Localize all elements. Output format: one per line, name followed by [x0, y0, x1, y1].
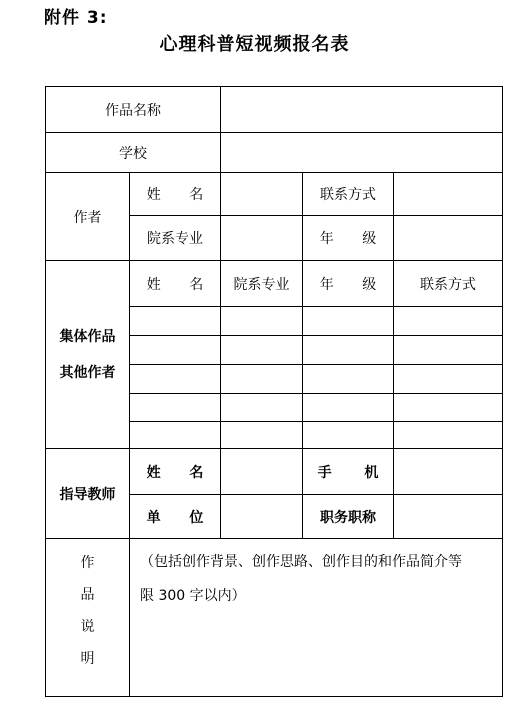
advisor-name-label: 姓 名	[130, 449, 221, 495]
author-name-label: 姓 名	[130, 173, 221, 216]
advisor-name-field[interactable]	[221, 449, 303, 495]
group-cell[interactable]	[394, 422, 503, 449]
row-group-header	[46, 261, 503, 307]
registration-form-table	[45, 86, 503, 697]
group-authors-label	[46, 261, 130, 449]
form-title: 心理科普短视频报名表	[159, 34, 350, 55]
group-header-name: 姓 名	[130, 261, 221, 307]
author-contact-field[interactable]	[394, 173, 503, 216]
author-dept-label: 院系专业	[130, 216, 221, 261]
description-label-char: 明	[80, 651, 95, 667]
school-field[interactable]	[221, 133, 503, 173]
group-cell[interactable]	[303, 336, 394, 365]
description-field[interactable]	[130, 539, 503, 697]
author-grade-label: 年 级	[303, 216, 394, 261]
group-cell[interactable]	[130, 307, 221, 336]
group-cell[interactable]	[303, 365, 394, 394]
row-advisor-1	[46, 449, 503, 495]
school-label: 学校	[46, 133, 221, 173]
row-school	[46, 133, 503, 173]
author-label: 作者	[46, 173, 130, 261]
group-cell[interactable]	[221, 394, 303, 422]
advisor-unit-field[interactable]	[221, 495, 303, 539]
group-cell[interactable]	[303, 307, 394, 336]
group-cell[interactable]	[221, 422, 303, 449]
group-cell[interactable]	[130, 336, 221, 365]
advisor-title-label: 职务职称	[303, 495, 394, 539]
group-cell[interactable]	[303, 422, 394, 449]
group-cell[interactable]	[303, 394, 394, 422]
group-cell[interactable]	[130, 394, 221, 422]
advisor-unit-label: 单 位	[130, 495, 221, 539]
group-label-line1: 集体作品	[59, 328, 116, 345]
description-hint-line1: （包括创作背景、创作思路、创作目的和作品简介等	[140, 554, 462, 570]
description-label	[46, 539, 130, 697]
row-work-name	[46, 87, 503, 133]
group-cell[interactable]	[394, 307, 503, 336]
group-cell[interactable]	[221, 307, 303, 336]
row-author-1	[46, 173, 503, 216]
author-contact-label: 联系方式	[303, 173, 394, 216]
advisor-phone-label: 手 机	[303, 449, 394, 495]
author-dept-field[interactable]	[221, 216, 303, 261]
group-cell[interactable]	[394, 336, 503, 365]
attachment-label: 附件 3:	[44, 8, 108, 28]
group-label-line2: 其他作者	[59, 364, 116, 381]
work-name-label: 作品名称	[46, 87, 221, 133]
description-hint-line2: 限 300 字以内）	[140, 588, 246, 604]
group-cell[interactable]	[394, 394, 503, 422]
work-name-field[interactable]	[221, 87, 503, 133]
group-cell[interactable]	[130, 422, 221, 449]
group-header-dept: 院系专业	[221, 261, 303, 307]
row-description	[46, 539, 503, 697]
advisor-label: 指导教师	[46, 449, 130, 539]
description-label-char: 作	[80, 555, 95, 571]
description-label-char: 品	[80, 587, 95, 603]
group-header-contact: 联系方式	[394, 261, 503, 307]
author-grade-field[interactable]	[394, 216, 503, 261]
group-cell[interactable]	[394, 365, 503, 394]
group-cell[interactable]	[221, 336, 303, 365]
author-name-field[interactable]	[221, 173, 303, 216]
description-label-char: 说	[80, 619, 95, 635]
group-header-grade: 年 级	[303, 261, 394, 307]
group-cell[interactable]	[221, 365, 303, 394]
advisor-title-field[interactable]	[394, 495, 503, 539]
advisor-phone-field[interactable]	[394, 449, 503, 495]
group-cell[interactable]	[130, 365, 221, 394]
